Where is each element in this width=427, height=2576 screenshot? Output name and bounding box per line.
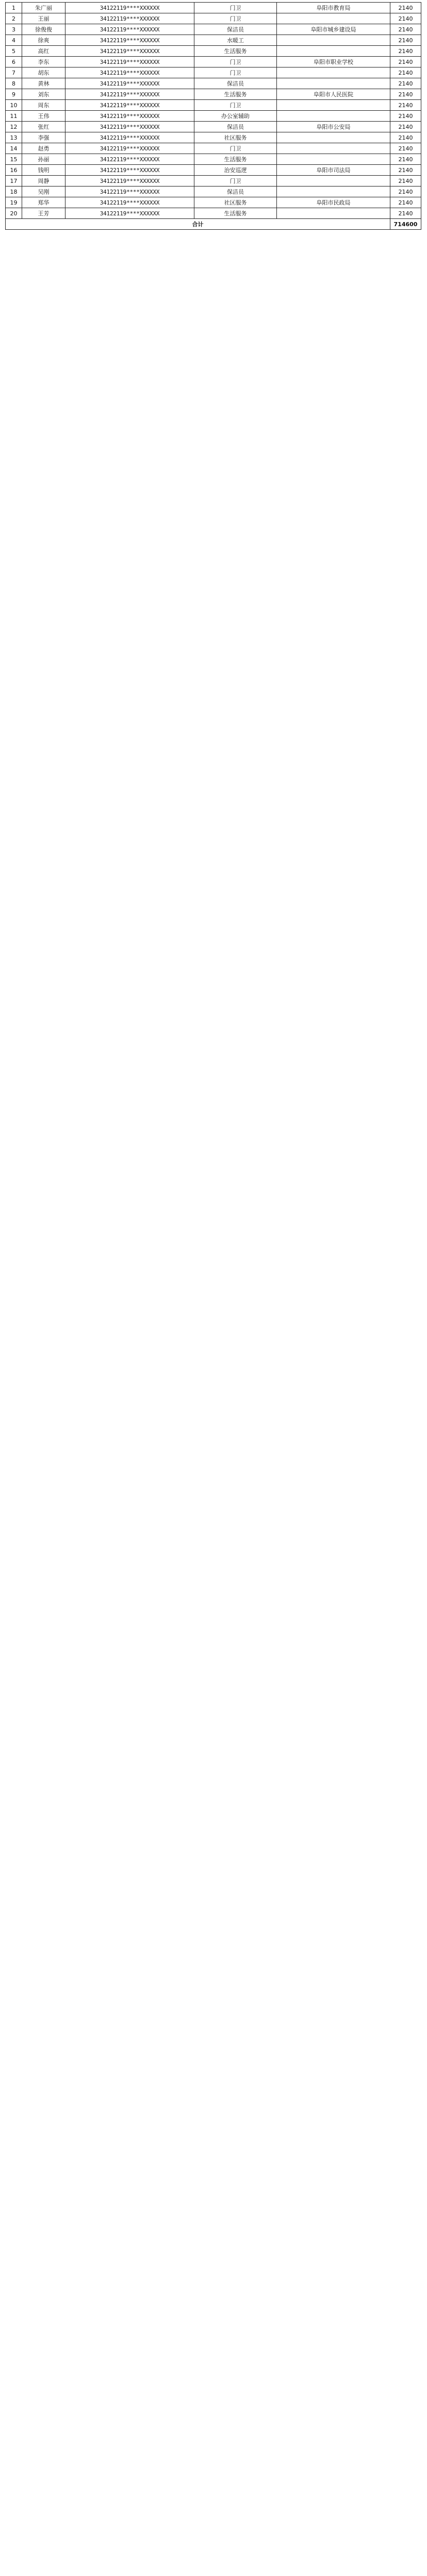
table-row [6,187,421,197]
total-row [6,219,421,230]
employer: 阜阳市教育局 [277,3,390,13]
subsidy-amount: 2140 [390,154,421,165]
post-type: 社区服务 [194,132,277,143]
person-name: 王丽 [22,13,65,24]
subsidy-amount: 2140 [390,67,421,78]
table-row [6,78,421,89]
id-number: 34122119****XXXXXX [65,165,194,176]
row-number: 17 [6,176,22,187]
employer: 阜阳市城乡建设局 [277,24,390,35]
post-type: 生活服务 [194,46,277,57]
id-number: 34122119****XXXXXX [65,13,194,24]
person-name: 王伟 [22,111,65,122]
post-type: 保洁员 [194,78,277,89]
person-name: 赵勇 [22,143,65,154]
id-number: 34122119****XXXXXX [65,154,194,165]
row-number: 1 [6,3,22,13]
post-type: 保洁员 [194,187,277,197]
subsidy-amount: 2140 [390,100,421,111]
table-row [6,89,421,100]
employer [277,78,390,89]
table-row [6,24,421,35]
id-number: 34122119****XXXXXX [65,176,194,187]
post-type: 门卫 [194,67,277,78]
id-number: 34122119****XXXXXX [65,132,194,143]
employer [277,67,390,78]
subsidy-amount: 2140 [390,57,421,67]
post-type: 办公室辅助 [194,111,277,122]
subsidy-amount: 2140 [390,13,421,24]
row-number: 14 [6,143,22,154]
subsidy-amount: 2140 [390,46,421,57]
person-name: 吴刚 [22,187,65,197]
id-number: 34122119****XXXXXX [65,67,194,78]
id-number: 34122119****XXXXXX [65,208,194,219]
row-number: 8 [6,78,22,89]
person-name: 李强 [22,132,65,143]
table-row [6,197,421,208]
table-row [6,143,421,154]
subsidy-amount: 2140 [390,176,421,187]
id-number: 34122119****XXXXXX [65,197,194,208]
person-name: 孙丽 [22,154,65,165]
employer [277,35,390,46]
post-type: 门卫 [194,3,277,13]
table-row [6,122,421,132]
row-number: 9 [6,89,22,100]
post-type: 生活服务 [194,154,277,165]
table-row [6,208,421,219]
row-number: 13 [6,132,22,143]
employer: 阜阳市民政局 [277,197,390,208]
employer [277,132,390,143]
table-row [6,3,421,13]
employer [277,46,390,57]
employer [277,154,390,165]
subsidy-amount: 2140 [390,132,421,143]
person-name: 钱明 [22,165,65,176]
post-type: 水暖工 [194,35,277,46]
row-number: 5 [6,46,22,57]
employer: 阜阳市公安局 [277,122,390,132]
employer: 阜阳市职业学校 [277,57,390,67]
table-row [6,176,421,187]
table-row [6,46,421,57]
table-row [6,57,421,67]
row-number: 15 [6,154,22,165]
person-name: 朱广丽 [22,3,65,13]
row-number: 18 [6,187,22,197]
table-row [6,132,421,143]
id-number: 34122119****XXXXXX [65,187,194,197]
row-number: 6 [6,57,22,67]
id-number: 34122119****XXXXXX [65,3,194,13]
post-type: 门卫 [194,143,277,154]
total-amount: 714600 [390,219,421,230]
row-number: 4 [6,35,22,46]
table-row [6,100,421,111]
id-number: 34122119****XXXXXX [65,57,194,67]
post-type: 门卫 [194,57,277,67]
id-number: 34122119****XXXXXX [65,89,194,100]
person-name: 黄林 [22,78,65,89]
table-row [6,35,421,46]
subsidy-amount: 2140 [390,197,421,208]
id-number: 34122119****XXXXXX [65,143,194,154]
person-name: 周静 [22,176,65,187]
person-name: 周东 [22,100,65,111]
employer [277,13,390,24]
id-number: 34122119****XXXXXX [65,122,194,132]
post-type: 治安巡逻 [194,165,277,176]
person-name: 郑华 [22,197,65,208]
id-number: 34122119****XXXXXX [65,35,194,46]
table-row [6,67,421,78]
post-type: 社区服务 [194,197,277,208]
post-type: 生活服务 [194,89,277,100]
subsidy-amount: 2140 [390,143,421,154]
post-type: 生活服务 [194,208,277,219]
employer [277,143,390,154]
row-number: 3 [6,24,22,35]
post-type: 保洁员 [194,24,277,35]
row-number: 16 [6,165,22,176]
id-number: 34122119****XXXXXX [65,24,194,35]
id-number: 34122119****XXXXXX [65,78,194,89]
table-row [6,165,421,176]
subsidy-amount: 2140 [390,111,421,122]
row-number: 7 [6,67,22,78]
row-number: 10 [6,100,22,111]
roster-body [6,3,421,230]
employer [277,111,390,122]
subsidy-amount: 2140 [390,78,421,89]
subsidy-amount: 2140 [390,35,421,46]
person-name: 张红 [22,122,65,132]
subsidy-amount: 2140 [390,89,421,100]
employer [277,208,390,219]
row-number: 20 [6,208,22,219]
subsidy-amount: 2140 [390,208,421,219]
person-name: 刘东 [22,89,65,100]
subsidy-amount: 2140 [390,165,421,176]
roster-table [5,2,421,230]
subsidy-amount: 2140 [390,24,421,35]
person-name: 徐俊俊 [22,24,65,35]
employer: 阜阳市司法局 [277,165,390,176]
row-number: 19 [6,197,22,208]
post-type: 门卫 [194,100,277,111]
id-number: 34122119****XXXXXX [65,111,194,122]
person-name: 胡东 [22,67,65,78]
person-name: 徐爽 [22,35,65,46]
table-row [6,13,421,24]
subsidy-amount: 2140 [390,3,421,13]
row-number: 11 [6,111,22,122]
employer: 阜阳市人民医院 [277,89,390,100]
id-number: 34122119****XXXXXX [65,46,194,57]
roster-sheet [5,2,421,230]
employer [277,100,390,111]
subsidy-amount: 2140 [390,187,421,197]
post-type: 门卫 [194,176,277,187]
id-number: 34122119****XXXXXX [65,100,194,111]
total-label: 合计 [6,219,390,230]
subsidy-amount: 2140 [390,122,421,132]
table-row [6,111,421,122]
row-number: 2 [6,13,22,24]
row-number: 12 [6,122,22,132]
employer [277,187,390,197]
employer [277,176,390,187]
post-type: 保洁员 [194,122,277,132]
person-name: 高红 [22,46,65,57]
post-type: 门卫 [194,13,277,24]
person-name: 王芳 [22,208,65,219]
table-row [6,154,421,165]
person-name: 李东 [22,57,65,67]
